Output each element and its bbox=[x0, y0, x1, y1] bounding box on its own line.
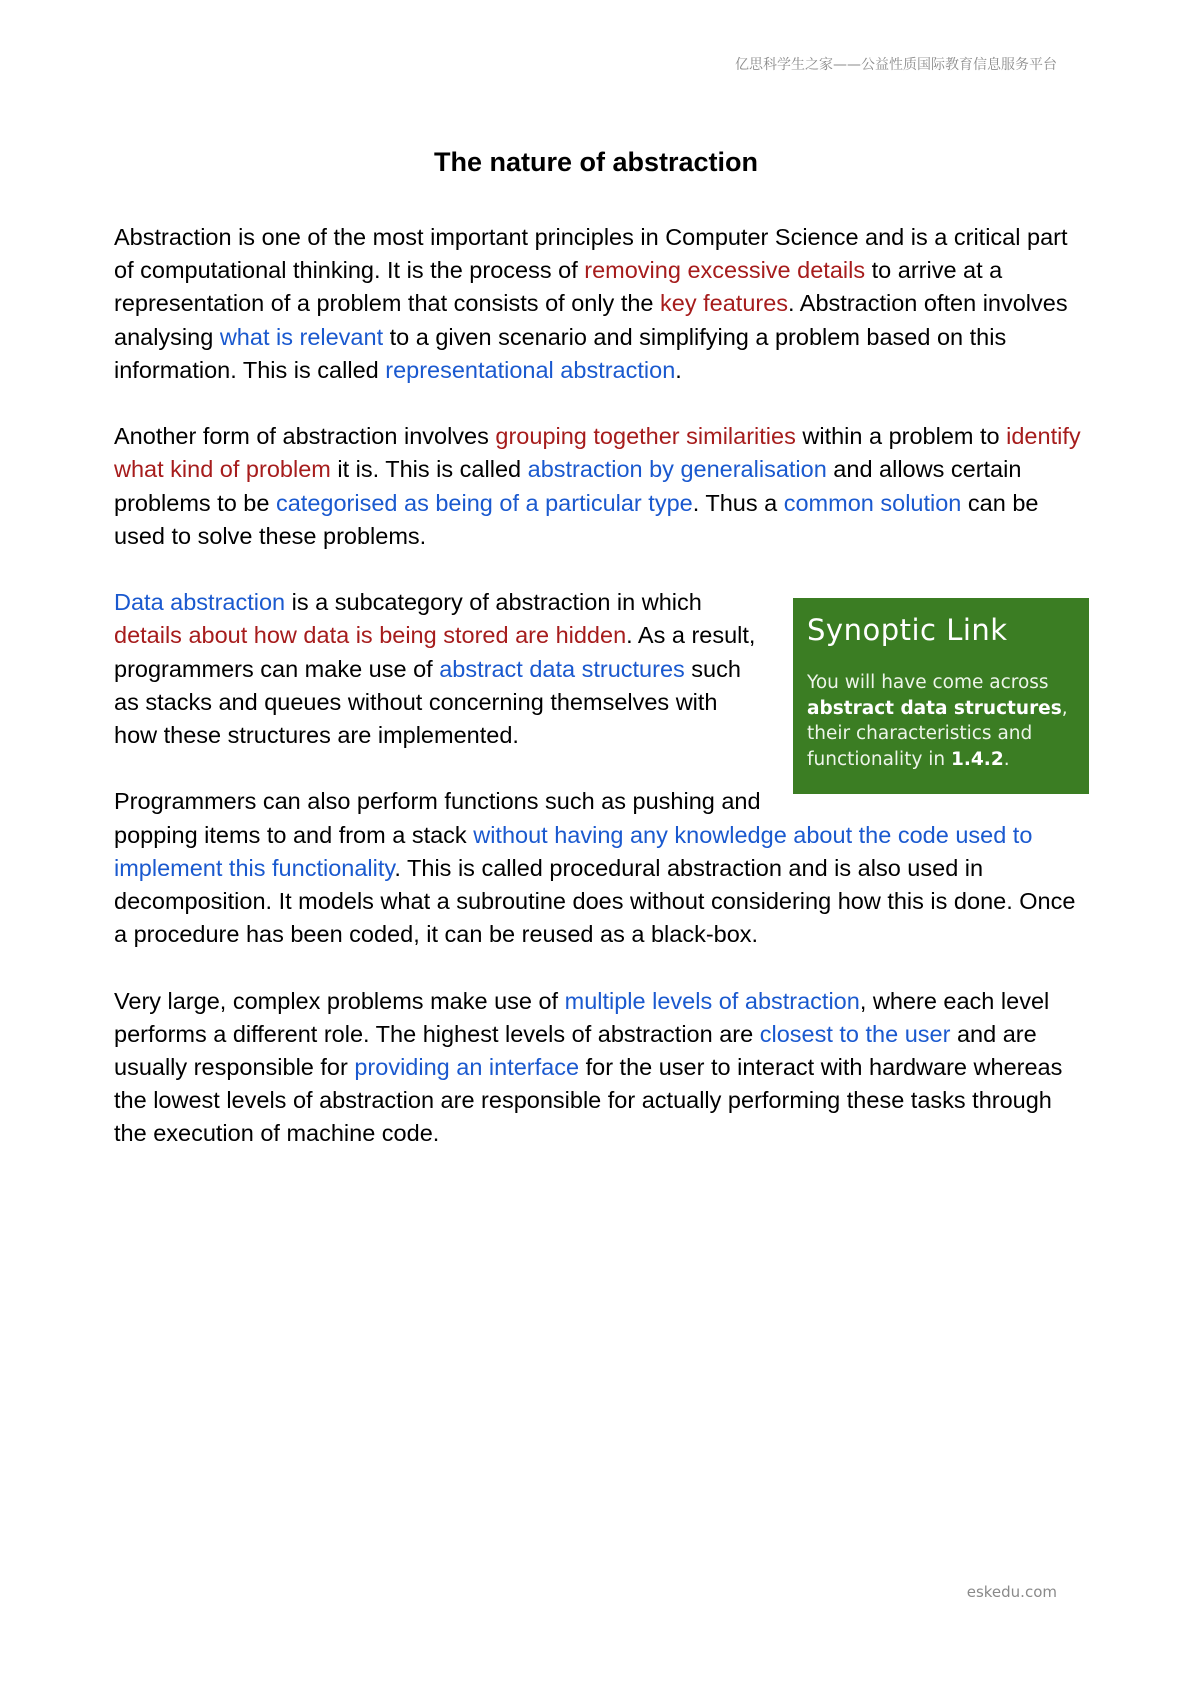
synoptic-text bbox=[807, 670, 1075, 772]
text-span: and are usually responsible for bbox=[114, 1020, 1037, 1081]
text-span: Another form of abstraction involves bbox=[114, 423, 496, 450]
text-span: Very large, complex problems make use of bbox=[114, 987, 565, 1014]
text-span: . bbox=[675, 356, 682, 383]
text-span: , where each level performs a different role. The highest levels of abstraction are bbox=[114, 987, 1050, 1047]
text-span: You will have come across bbox=[807, 672, 1049, 694]
text-span: is a subcategory of abstraction in which bbox=[285, 589, 702, 616]
text-span: such as stacks and queues without concerning themselves with how these structures are implemented. bbox=[114, 655, 741, 749]
synoptic-link-box bbox=[793, 598, 1089, 794]
page-footer: eskedu.com bbox=[966, 1583, 1057, 1601]
text-span: Programmers can also perform functions such as pushing and popping items to and from a stack bbox=[114, 788, 761, 848]
bold-term: abstract data structures bbox=[807, 697, 1062, 719]
paragraph-procedural-abstraction bbox=[114, 785, 1089, 951]
text-span: to arrive at a representation of a problem that consists of only the bbox=[114, 257, 1003, 317]
highlight-red: details about how data is being stored are hidden bbox=[114, 622, 627, 649]
highlight-red: grouping together similarities bbox=[495, 423, 796, 450]
text-span: . Abstraction often involves analysing bbox=[114, 290, 1068, 350]
text-span: . As a result, programmers can make use of bbox=[114, 622, 756, 682]
text-span: Abstraction is one of the most important principles in Computer Science and is a critical part of computational thinking. It is the process of bbox=[114, 224, 1068, 284]
highlight-blue: Data abstraction bbox=[114, 589, 286, 616]
text-span: for the user to interact with hardware whereas the lowest levels of abstraction are responsible for actually performing these tasks through the execution of machine code. bbox=[114, 1054, 1063, 1147]
text-span: , their characteristics and functionality in bbox=[807, 697, 1068, 770]
text-span: it is. This is called bbox=[330, 456, 528, 483]
paragraph-representational-abstraction bbox=[114, 221, 1089, 387]
bold-term: 1.4.2 bbox=[951, 748, 1004, 770]
text-span: . This is called procedural abstraction and is also used in decomposition. It models what a subroutine does without considering how this is done. Once a procedure has been coded, it can be reused as a black-box. bbox=[114, 854, 1076, 948]
highlight-blue: what is relevant bbox=[219, 323, 384, 350]
page-title: The nature of abstraction bbox=[433, 147, 759, 177]
highlight-red: key features bbox=[660, 290, 789, 317]
highlight-red: removing excessive details bbox=[584, 257, 866, 284]
paragraph-levels-of-abstraction bbox=[114, 985, 1089, 1151]
highlight-blue: without having any knowledge about the code used to implement this functionality bbox=[114, 821, 1033, 881]
document-body bbox=[114, 221, 1089, 1184]
text-span: and allows certain problems to be bbox=[114, 456, 1022, 516]
highlight-blue: abstraction by generalisation bbox=[527, 456, 827, 483]
text-span: within a problem to bbox=[795, 423, 1007, 450]
highlight-blue: abstract data structures bbox=[439, 655, 685, 682]
highlight-blue: providing an interface bbox=[354, 1054, 580, 1081]
text-span: can be used to solve these problems. bbox=[114, 489, 1039, 549]
highlight-blue: multiple levels of abstraction bbox=[564, 987, 860, 1014]
paragraph-generalisation bbox=[114, 420, 1089, 553]
synoptic-title: Synoptic Link bbox=[807, 613, 1008, 648]
page-header: 亿思科学生之家——公益性质国际教育信息服务平台 bbox=[735, 57, 1057, 73]
highlight-red: identify what kind of problem bbox=[114, 423, 1081, 483]
highlight-blue: representational abstraction bbox=[385, 356, 676, 383]
text-span: to a given scenario and simplifying a problem based on this information. This is called bbox=[114, 323, 1007, 383]
text-span: . Thus a bbox=[692, 489, 784, 516]
highlight-blue: common solution bbox=[783, 489, 962, 516]
highlight-blue: closest to the user bbox=[759, 1020, 951, 1047]
highlight-blue: categorised as being of a particular type bbox=[275, 489, 693, 516]
text-span: . bbox=[1003, 748, 1010, 770]
